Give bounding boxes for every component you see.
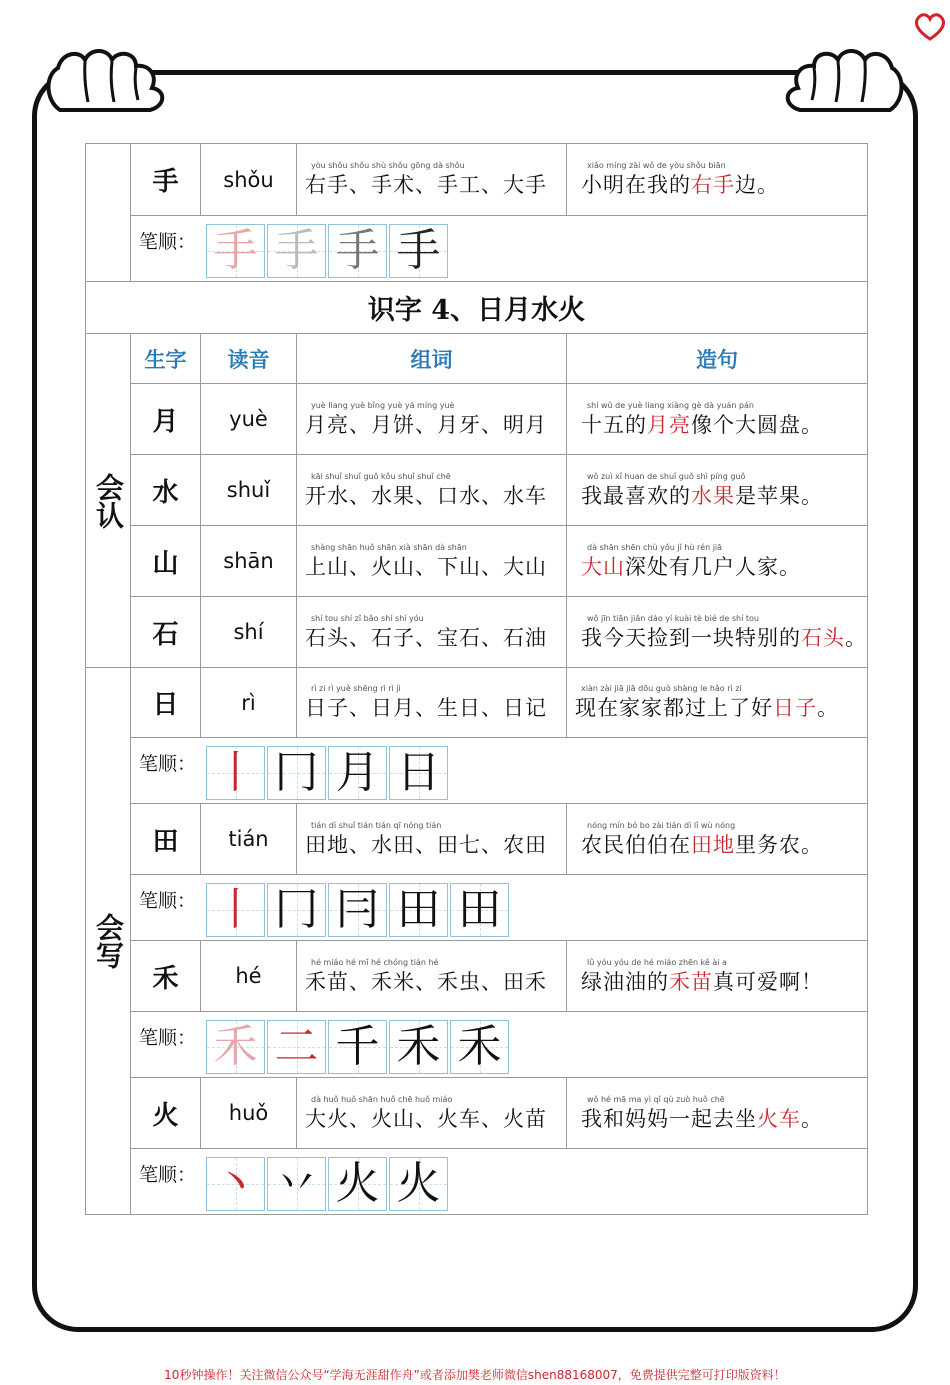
words-text: 月亮、月饼、月牙、明月: [305, 412, 547, 437]
sentence-text: [581, 553, 867, 581]
stroke-order-label: 笔顺：: [139, 1164, 197, 1186]
header-sentence: 造句: [567, 334, 868, 384]
lesson-title: 识字 4、日月水火: [86, 282, 868, 334]
words-cell: [297, 455, 567, 526]
stroke-box: [267, 1157, 326, 1211]
stroke-box: [206, 224, 265, 278]
words-cell: [297, 1078, 567, 1149]
stroke-order-cell: [131, 1012, 868, 1078]
words-pinyin: tián dì shuǐ tián tián qī nóng tián: [311, 820, 442, 830]
char-cell: 山: [131, 526, 201, 597]
stroke-box: [267, 224, 326, 278]
words-pinyin: dà huǒ huǒ shān huǒ chē huǒ miáo: [311, 1094, 453, 1104]
sentence-pinyin: wǒ zuì xǐ huan de shuǐ guǒ shì píng guǒ: [587, 471, 746, 481]
stroke-box: [389, 224, 448, 278]
stroke-order-cell: [131, 875, 868, 941]
stroke-boxes: [206, 1020, 511, 1074]
sentence-part: 我今天捡到一块特别的: [581, 625, 801, 650]
table-row: [86, 144, 868, 216]
words-cell: [297, 597, 567, 668]
stroke-order-label: 笔顺：: [139, 890, 197, 912]
words-cell: [297, 668, 567, 738]
words-pinyin: rì zi rì yuè shēng rì rì jì: [311, 684, 401, 693]
stroke-box: [206, 1020, 265, 1074]
stroke-box: [267, 746, 326, 800]
stroke-glyph: 月: [335, 747, 380, 798]
words-text: 禾苗、禾米、禾虫、田禾: [305, 969, 547, 994]
stroke-box: [450, 1020, 509, 1074]
sentence-highlight: 右手: [691, 173, 735, 197]
words-text: 石头、石子、宝石、石油: [305, 625, 547, 650]
stroke-order-row: [86, 1012, 868, 1078]
sentence-text: [581, 482, 867, 510]
sentence-highlight: 田地: [691, 832, 735, 857]
words-text: 开水、水果、口水、水车: [305, 483, 547, 508]
pinyin-cell: huǒ: [201, 1078, 297, 1149]
sentence-pinyin: wǒ hé mā ma yì qǐ qù zuò huǒ chē: [587, 1094, 725, 1104]
sentence-cell: [567, 455, 868, 526]
stroke-order-row: [86, 738, 868, 804]
sentence-part: 深处有几户人家。: [625, 554, 801, 579]
sentence-part: 农民伯伯在: [581, 832, 691, 857]
stroke-glyph: 火: [335, 1158, 380, 1209]
sentence-text: [575, 694, 867, 722]
sentence-pinyin: shí wǔ de yuè liang xiàng gè dà yuán pán: [587, 400, 754, 410]
sentence-part: 里务农。: [735, 832, 823, 857]
header-words: 组词: [297, 334, 567, 384]
sentence-part: 像个大圆盘。: [691, 412, 823, 437]
stroke-glyph: 田: [457, 884, 502, 935]
char-cell: 水: [131, 455, 201, 526]
sentence-text: [581, 171, 867, 199]
sentence-pinyin: wǒ jīn tiān jiǎn dào yí kuài tè bié de shí tou: [587, 613, 759, 623]
stroke-box: [328, 1157, 387, 1211]
pinyin-cell: shuǐ: [201, 455, 297, 526]
stroke-order-cell: [131, 216, 868, 282]
stroke-order-row: [86, 216, 868, 282]
stroke-glyph: 冂: [274, 884, 319, 935]
words-cell: [297, 384, 567, 455]
table-row: [86, 526, 868, 597]
pinyin-cell: hé: [201, 941, 297, 1012]
sentence-part: 。: [801, 1106, 823, 1131]
words-pinyin: yòu shǒu shǒu shù shǒu gōng dà shǒu: [311, 161, 465, 170]
sentence-part: 十五的: [581, 412, 647, 437]
table-row: [86, 941, 868, 1012]
stroke-glyph: 千: [335, 1021, 380, 1072]
words-text: 上山、火山、下山、大山: [305, 554, 547, 579]
sentence-highlight: 水果: [691, 483, 735, 508]
sentence-highlight: 日子: [773, 696, 817, 720]
sentence-pinyin: dà shān shēn chù yǒu jǐ hù rén jiā: [587, 542, 723, 552]
char-cell: 田: [131, 804, 201, 875]
stroke-order-row: [86, 875, 868, 941]
sentence-part: 真可爱啊！: [713, 969, 823, 994]
sentence-highlight: 火车: [757, 1106, 801, 1131]
sentence-part: 边。: [735, 173, 779, 197]
vocabulary-table: [85, 143, 868, 1215]
stroke-box: [328, 883, 387, 937]
char-cell: 火: [131, 1078, 201, 1149]
stroke-glyph: 禾: [396, 1021, 441, 1072]
stroke-order-cell: [131, 1149, 868, 1215]
stroke-order-cell: [131, 738, 868, 804]
header-char: 生字: [131, 334, 201, 384]
pinyin-cell: shān: [201, 526, 297, 597]
stroke-glyph: 禾: [457, 1021, 502, 1072]
words-pinyin: hé miáo hé mǐ hé chóng tián hé: [311, 957, 439, 967]
lesson-title-row: [86, 282, 868, 334]
sentence-cell: [567, 1078, 868, 1149]
stroke-box: [267, 883, 326, 937]
char-cell: 禾: [131, 941, 201, 1012]
words-cell: [297, 526, 567, 597]
heart-icon: [912, 12, 948, 42]
sentence-part: 我和妈妈一起去坐: [581, 1106, 757, 1131]
sentence-cell: [567, 384, 868, 455]
stroke-box: [389, 746, 448, 800]
stroke-box: [328, 224, 387, 278]
sentence-highlight: 月亮: [647, 412, 691, 437]
sentence-cell: [567, 597, 868, 668]
words-cell: [297, 804, 567, 875]
table-row: [86, 668, 868, 738]
sentence-cell: [567, 144, 868, 216]
stroke-box: [206, 1157, 265, 1211]
table-row: [86, 384, 868, 455]
sentence-pinyin: xiǎo míng zài wǒ de yòu shǒu biān: [587, 161, 726, 170]
table-row: [86, 1078, 868, 1149]
words-cell: [297, 144, 567, 216]
words-text: 日子、日月、生日、日记: [305, 696, 547, 720]
stroke-glyph: 手: [274, 225, 319, 276]
stroke-glyph: 日: [396, 747, 441, 798]
words-text: 田地、水田、田七、农田: [305, 832, 547, 857]
sentence-part: 绿油油的: [581, 969, 669, 994]
cartoon-hand-left-icon: [40, 40, 170, 118]
words-pinyin: kāi shuǐ shuǐ guǒ kǒu shuǐ shuǐ chē: [311, 471, 451, 481]
stroke-glyph: 二: [274, 1021, 319, 1072]
pinyin-cell: yuè: [201, 384, 297, 455]
sentence-text: [581, 624, 867, 652]
sentence-part: 。: [817, 696, 839, 720]
sentence-highlight: 禾苗: [669, 969, 713, 994]
stroke-glyph: 冂: [274, 747, 319, 798]
words-text: 右手、手术、手工、大手: [305, 173, 547, 197]
stroke-boxes: [206, 746, 450, 800]
stroke-glyph: 丷: [274, 1158, 319, 1209]
section-write-label: 会写: [86, 668, 131, 1215]
stroke-box: [389, 1157, 448, 1211]
stroke-glyph: 手: [213, 225, 258, 276]
sentence-cell: [567, 804, 868, 875]
sentence-part: 我最喜欢的: [581, 483, 691, 508]
sentence-text: [581, 1105, 867, 1133]
stroke-boxes: [206, 224, 450, 278]
sentence-part: 是苹果。: [735, 483, 823, 508]
pinyin-cell: rì: [201, 668, 297, 738]
stroke-glyph: 手: [396, 225, 441, 276]
stroke-order-row: [86, 1149, 868, 1215]
sentence-text: [581, 411, 867, 439]
stroke-glyph: 丨: [213, 747, 258, 798]
stroke-order-label: 笔顺：: [139, 753, 197, 775]
stroke-order-label: 笔顺：: [139, 1027, 197, 1049]
words-pinyin: shí tou shí zǐ bǎo shí shí yóu: [311, 613, 424, 623]
sentence-cell: [567, 668, 868, 738]
stroke-boxes: [206, 883, 511, 937]
sentence-pinyin: xiàn zài jiā jiā dōu guò shàng le hǎo rì zi: [581, 684, 742, 693]
sentence-pinyin: nóng mín bó bo zài tián dì lǐ wù nóng: [587, 820, 736, 830]
sentence-part: 。: [845, 625, 867, 650]
words-pinyin: shàng shān huǒ shān xià shān dà shān: [311, 542, 467, 552]
header-pinyin: 读音: [201, 334, 297, 384]
stroke-box: [389, 883, 448, 937]
stroke-glyph: 手: [335, 225, 380, 276]
sentence-cell: [567, 941, 868, 1012]
sentence-text: [581, 968, 867, 996]
stroke-box: [267, 1020, 326, 1074]
stroke-glyph: 丨: [213, 884, 258, 935]
cartoon-hand-right-icon: [780, 40, 910, 118]
stroke-glyph: 冃: [335, 884, 380, 935]
words-cell: [297, 941, 567, 1012]
char-cell: 日: [131, 668, 201, 738]
char-cell: 月: [131, 384, 201, 455]
pinyin-cell: tián: [201, 804, 297, 875]
sentence-highlight: 大山: [581, 554, 625, 579]
sentence-highlight: 石头: [801, 625, 845, 650]
stroke-glyph: 火: [396, 1158, 441, 1209]
pinyin-cell: shí: [201, 597, 297, 668]
stroke-glyph: 丶: [213, 1158, 258, 1209]
table-row: [86, 597, 868, 668]
header-row: [86, 334, 868, 384]
section-cell-empty: [86, 144, 131, 282]
stroke-box: [389, 1020, 448, 1074]
stroke-box: [450, 883, 509, 937]
stroke-glyph: 禾: [213, 1021, 258, 1072]
stroke-box: [206, 746, 265, 800]
sentence-part: 现在家家都过上了好: [575, 696, 773, 720]
sentence-part: 小明在我的: [581, 173, 691, 197]
section-recognize-label: 会认: [86, 334, 131, 668]
stroke-box: [328, 746, 387, 800]
char-cell: 手: [131, 144, 201, 216]
stroke-box: [206, 883, 265, 937]
table-row: [86, 804, 868, 875]
footer-note: 10秒钟操作！关注微信公众号“学海无涯甜作舟”或者添加樊老师微信shen88168007，免费提供完整可打印版资料！: [164, 1368, 786, 1382]
stroke-box: [328, 1020, 387, 1074]
pinyin-cell: shǒu: [201, 144, 297, 216]
stroke-boxes: [206, 1157, 450, 1211]
stroke-glyph: 田: [396, 884, 441, 935]
char-cell: 石: [131, 597, 201, 668]
sentence-cell: [567, 526, 868, 597]
sentence-text: [581, 831, 867, 859]
sentence-pinyin: lǜ yóu yóu de hé miáo zhēn kě ài a: [587, 957, 727, 967]
stroke-order-label: 笔顺：: [139, 231, 197, 253]
table-row: [86, 455, 868, 526]
words-pinyin: yuè liang yuè bǐng yuè yá míng yuè: [311, 400, 455, 410]
words-text: 大火、火山、火车、火苗: [305, 1106, 547, 1131]
